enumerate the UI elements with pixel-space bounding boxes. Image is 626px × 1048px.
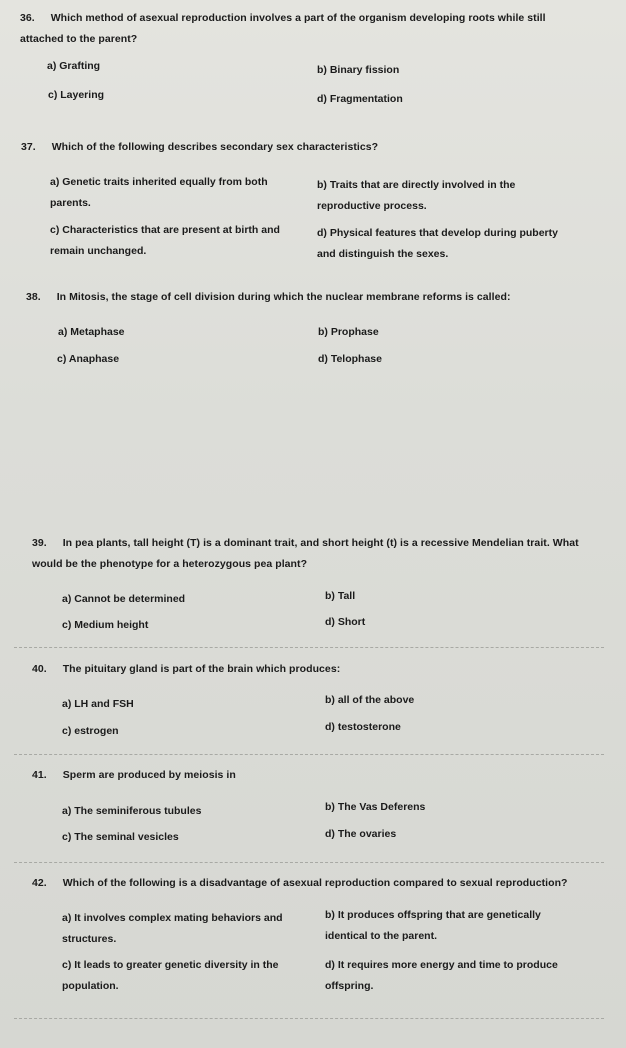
option-d[interactable]: d) testosterone <box>325 721 401 733</box>
option-b[interactable]: b) all of the above <box>325 694 415 706</box>
option-c[interactable]: c) The seminal vesicles <box>62 831 179 843</box>
option-c[interactable]: c) Layering <box>48 89 105 101</box>
question-39 <box>32 533 592 575</box>
option-a[interactable]: a) The seminiferous tubules <box>62 805 202 817</box>
question-41 <box>32 765 602 786</box>
option-b[interactable]: b) Traits that are directly involved in the reproductive process. <box>317 179 516 212</box>
question-37 <box>21 137 591 158</box>
question-text: Which of the following describes secondary sex characteristics? <box>51 141 379 153</box>
section-divider <box>14 862 604 863</box>
option-a[interactable]: a) Grafting <box>47 60 101 72</box>
question-text: Which of the following is a disadvantage of asexual reproduction compared to sexual reproduction? <box>62 877 568 889</box>
option-c[interactable]: c) It leads to greater genetic diversity in the population. <box>62 959 279 992</box>
section-divider <box>14 647 604 648</box>
option-d[interactable]: d) Short <box>325 616 366 628</box>
question-text: In pea plants, tall height (T) is a dominant trait, and short height (t) is a recessive Mendelian trait. What would be the phenotype for a heterozygous pea plant? <box>32 537 579 570</box>
question-number: 38. <box>26 291 41 303</box>
option-a[interactable]: a) LH and FSH <box>62 698 134 710</box>
option-a[interactable]: a) Metaphase <box>58 326 125 338</box>
option-b[interactable]: b) Binary fission <box>317 64 400 76</box>
question-number: 42. <box>32 877 47 889</box>
question-40 <box>32 659 602 680</box>
question-text: Sperm are produced by meiosis in <box>62 769 236 781</box>
section-divider <box>14 1018 604 1019</box>
question-text: The pituitary gland is part of the brain which produces: <box>62 663 341 675</box>
question-number: 37. <box>21 141 36 153</box>
question-text: In Mitosis, the stage of cell division during which the nuclear membrane reforms is called: <box>56 291 511 303</box>
question-number: 39. <box>32 537 47 549</box>
question-38 <box>26 287 596 308</box>
option-b[interactable]: b) Prophase <box>318 326 379 338</box>
question-42 <box>32 873 592 894</box>
section-divider <box>14 754 604 755</box>
question-number: 40. <box>32 663 47 675</box>
option-a[interactable]: a) It involves complex mating behaviors and structures. <box>62 912 283 945</box>
question-36 <box>20 8 590 50</box>
option-d[interactable]: d) It requires more energy and time to produce offspring. <box>325 959 558 992</box>
option-a[interactable]: a) Cannot be determined <box>62 593 186 605</box>
option-d[interactable]: d) Physical features that develop during puberty and distinguish the sexes. <box>317 227 558 260</box>
option-c[interactable]: c) Anaphase <box>57 353 120 365</box>
question-number: 41. <box>32 769 47 781</box>
option-b[interactable]: b) Tall <box>325 590 356 602</box>
option-c[interactable]: c) estrogen <box>62 725 119 737</box>
option-b[interactable]: b) It produces offspring that are genetically identical to the parent. <box>325 909 541 942</box>
option-c[interactable]: c) Medium height <box>62 619 149 631</box>
option-d[interactable]: d) The ovaries <box>325 828 397 840</box>
question-number: 36. <box>20 12 35 24</box>
option-c[interactable]: c) Characteristics that are present at birth and remain unchanged. <box>50 224 280 257</box>
option-b[interactable]: b) The Vas Deferens <box>325 801 426 813</box>
option-a[interactable]: a) Genetic traits inherited equally from both parents. <box>50 176 268 209</box>
question-text: Which method of asexual reproduction involves a part of the organism developing roots while still attached to the parent? <box>20 12 546 45</box>
option-d[interactable]: d) Telophase <box>318 353 382 365</box>
option-d[interactable]: d) Fragmentation <box>317 93 403 105</box>
